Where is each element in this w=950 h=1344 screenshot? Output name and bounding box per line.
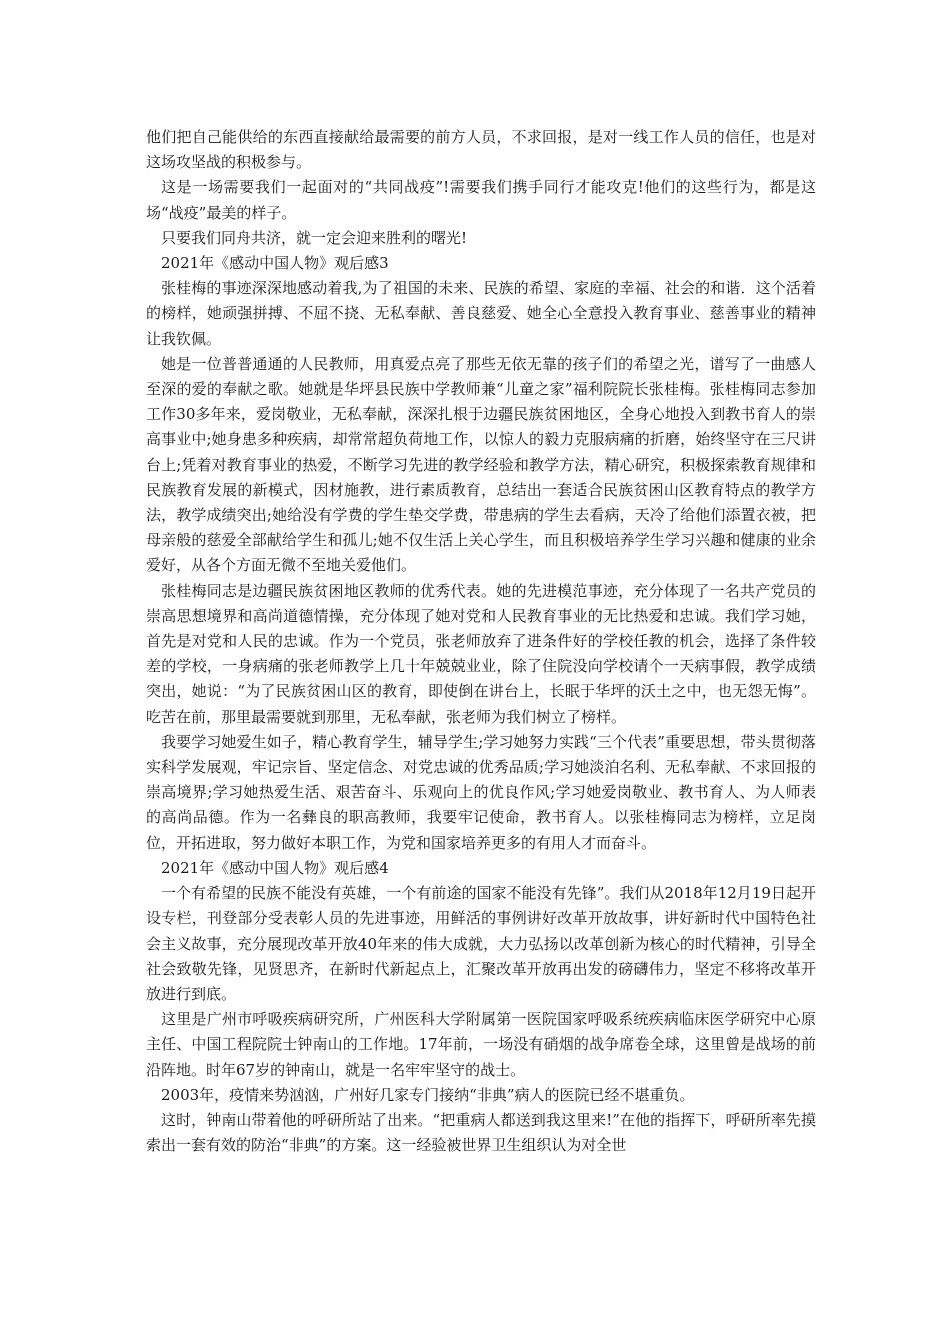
paragraph: 她是一位普普通通的人民教师，用真爱点亮了那些无依无靠的孩子们的希望之光，谱写了一曲感人至深的爱的奉献之歌。她就是华坪县民族中学教师兼“儿童之家”福利院院长张桂梅。张桂梅同志参加工作30多年来，爱岗敬业，无私奉献，深深扎根于边疆民族贫困地区，全身心地投入到教书育人的崇高事业中;她身患多种疾病，却常常超负荷地工作，以惊人的毅力克服病痛的折磨，始终坚守在三尺讲台上;凭着对教育事业的热爱，不断学习先进的教学经验和教学方法，精心研究，积极探索教育规律和民族教育发展的新模式，因材施教，进行素质教育，总结出一套适合民族贫困山区教育特点的教学方法，教学成绩突出;她给没有学费的学生垫交学费，带患病的学生去看病，天冷了给他们添置衣被，把母亲般的慈爱全部献给学生和孤儿;她不仅生活上关心学生，而且积极培养学生学习兴趣和健康的业余爱好，从各个方面无微不至地关爱他们。 (146, 354, 816, 575)
paragraph: 这时，钟南山带着他的呼研所站了出来。“把重病人都送到我这里来!”在他的指挥下，呼研所率先摸索出一套有效的防治“非典”的方案。这一经验被世界卫生组织认为对全世 (146, 1110, 816, 1155)
paragraph: 张桂梅的事迹深深地感动着我,为了祖国的未来、民族的希望、家庭的幸福、社会的和谐．这个活着的榜样，她顽强拼搏、不屈不挠、无私奉献、善良慈爱、她全心全意投入教育事业、慈善事业的精神让我钦佩。 (146, 279, 816, 348)
paragraph: 一个有希望的民族不能没有英雄，一个有前途的国家不能没有先锋”。我们从2018年12月19日起开设专栏，刊登部分受表彰人员的先进事迹，用鲜活的事例讲好改革开放故事，讲好新时代中国特色社会主义故事，充分展现改革开放40年来的伟大成就，大力弘扬以改革创新为核心的时代精神，引导全社会致敬先锋，见贤思齐，在新时代新起点上，汇聚改革开放再出发的磅礴伟力，坚定不移将改革开放进行到底。 (146, 884, 816, 1003)
paragraph: 这里是广州市呼吸疾病研究所，广州医科大学附属第一医院国家呼吸系统疾病临床医学研究中心原主任、中国工程院院士钟南山的工作地。17年前，一场没有硝烟的战争席卷全球，这里曾是战场的前沿阵地。时年67岁的钟南山，就是一名牢牢坚守的战士。 (146, 1010, 816, 1079)
section-heading: 2021年《感动中国人物》观后感3 (161, 254, 389, 273)
paragraph: 他们把自己能供给的东西直接献给最需要的前方人员，不求回报，是对一线工作人员的信任，也是对这场攻坚战的积极参与。 (146, 128, 816, 172)
paragraph: 只要我们同舟共济，就一定会迎来胜利的曙光! (161, 228, 468, 247)
paragraph: 我要学习她爱生如子，精心教育学生，辅导学生;学习她努力实践“三个代表”重要思想，带头贯彻落实科学发展观，牢记宗旨、坚定信念、对党忠诚的优秀品质;学习她淡泊名利、无私奉献、不求回报的崇高境界;学习她热爱生活、艰苦奋斗、乐观向上的优良作风;学习她爱岗敬业、教书育人、为人师表的高尚品德。作为一名彝良的职高教师，我要牢记使命，教书育人。以张桂梅同志为榜样，立足岗位，开拓进取，努力做好本职工作，为党和国家培养更多的有用人才而奋斗。 (146, 732, 816, 852)
paragraph: 2003年，疫情来势汹汹，广州好几家专门接纳“非典”病人的医院已经不堪重负。 (161, 1085, 695, 1104)
paragraph: 张桂梅同志是边疆民族贫困地区教师的优秀代表。她的先进模范事迹，充分体现了一名共产党员的崇高思想境界和高尚道德情操，充分体现了她对党和人民教育事业的无比热爱和忠诚。我们学习她，首先是对党和人民的忠诚。作为一个党员，张老师放弃了进条件好的学校任教的机会，选择了条件较差的学校，一身病痛的张老师教学上几十年兢兢业业，除了住院没向学校请个一天病事假，教学成绩突出，她说：“为了民族贫困山区的教育，即使倒在讲台上，长眠于华坪的沃土之中，也无怨无悔”。吃苦在前，那里最需要就到那里，无私奉献，张老师为我们树立了榜样。 (146, 581, 816, 726)
section-heading: 2021年《感动中国人物》观后感4 (161, 858, 389, 877)
paragraph: 这是一场需要我们一起面对的“共同战疫”!需要我们携手同行才能攻克!他们的这些行为，都是这场“战疫”最美的样子。 (146, 178, 816, 222)
